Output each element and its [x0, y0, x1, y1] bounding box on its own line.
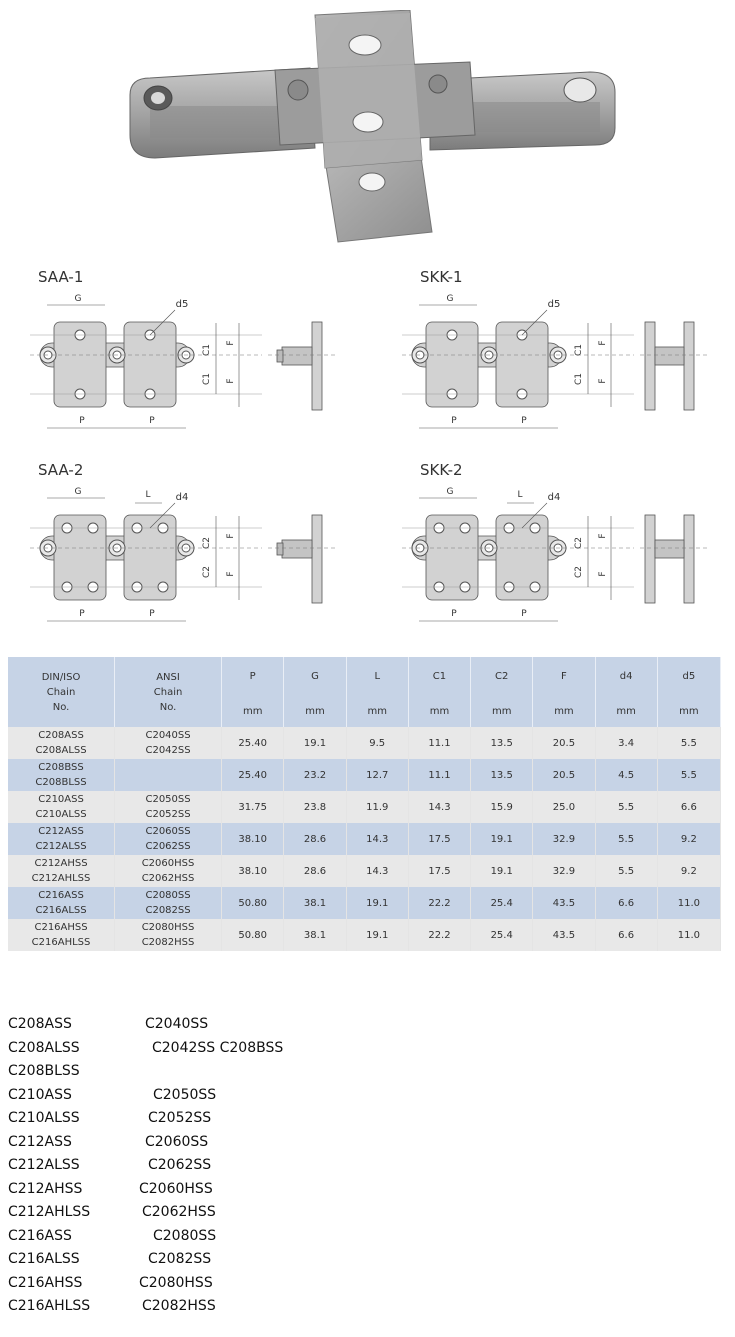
din-iso-number: C210ALSS	[8, 1110, 80, 1126]
din-iso-number: C216AHSS	[8, 1274, 83, 1291]
table-cell: 20.5	[533, 759, 595, 791]
ansi-number: C2040SS	[145, 1016, 209, 1032]
table-cell: C212ASS C212ALSS	[8, 823, 115, 855]
din-iso-number: C208BLSS	[8, 1063, 80, 1079]
table-cell: C208BSS C208BLSS	[8, 759, 115, 791]
column-header: P	[222, 657, 284, 695]
table-cell: 11.1	[408, 759, 470, 791]
dim-p-label: P	[79, 416, 85, 426]
table-cell: C212AHSS C212AHLSS	[8, 855, 115, 887]
table-cell	[115, 759, 222, 791]
dim-c-label: C1	[574, 343, 584, 357]
table-cell: 9.2	[657, 855, 720, 887]
table-row	[8, 855, 721, 887]
table-cell: C2060SS C2062SS	[115, 823, 222, 855]
table-cell: 43.5	[533, 919, 595, 951]
table-cell: 25.40	[222, 759, 284, 791]
column-header: d5	[657, 657, 720, 695]
table-cell: 9.5	[346, 727, 408, 759]
din-iso-number: C216AHLSS	[8, 1298, 91, 1314]
column-header: C2	[471, 657, 533, 695]
table-body	[8, 727, 721, 951]
table-cell: 11.0	[657, 919, 720, 951]
column-header: DIN/ISO Chain No.	[8, 657, 115, 727]
table-cell: 14.3	[346, 823, 408, 855]
ansi-number: C2042SS C208BSS	[152, 1039, 284, 1056]
dim-c-label: C2	[574, 565, 584, 579]
hole-label: d4	[175, 492, 189, 503]
table-cell: 5.5	[595, 855, 657, 887]
table-cell: 22.2	[408, 887, 470, 919]
ansi-number: C2082HSS	[142, 1298, 216, 1314]
ansi-number: C2050SS	[153, 1086, 217, 1103]
table-row	[8, 887, 721, 919]
hole-label: d5	[175, 299, 189, 310]
column-unit: mm	[222, 695, 284, 727]
ansi-number: C2052SS	[148, 1110, 212, 1126]
technical-drawings	[0, 280, 735, 640]
table-cell: 38.10	[222, 823, 284, 855]
table-cell: 25.4	[471, 919, 533, 951]
dim-f-label: F	[226, 571, 236, 577]
dim-c-label: C2	[574, 536, 584, 550]
table-cell: 50.80	[222, 887, 284, 919]
table-cell: C2080SS C2082SS	[115, 887, 222, 919]
side-view-plate	[684, 322, 694, 410]
drawing-title: SKK-1	[420, 268, 463, 286]
table-cell: 11.9	[346, 791, 408, 823]
table-cell: C2040SS C2042SS	[115, 727, 222, 759]
table-header	[8, 657, 721, 727]
dim-c-label: C1	[574, 372, 584, 386]
column-header: G	[284, 657, 346, 695]
din-iso-number: C208ALSS	[8, 1039, 80, 1056]
table-cell: 6.6	[657, 791, 720, 823]
column-header: d4	[595, 657, 657, 695]
table-cell: 28.6	[284, 823, 346, 855]
table-cell: C210ASS C210ALSS	[8, 791, 115, 823]
ansi-number: C2082SS	[148, 1251, 212, 1267]
table-cell: 38.1	[284, 919, 346, 951]
column-header: C1	[408, 657, 470, 695]
dim-g-label: G	[446, 294, 454, 304]
side-view-plate	[312, 515, 322, 603]
table-cell: 32.9	[533, 823, 595, 855]
ansi-number: C2080HSS	[139, 1274, 213, 1291]
table-cell: 25.0	[533, 791, 595, 823]
din-iso-number: C212ASS	[8, 1133, 72, 1150]
din-iso-number: C208ASS	[8, 1016, 72, 1032]
table-cell: 19.1	[346, 919, 408, 951]
table-cell: 31.75	[222, 791, 284, 823]
table-cell: 50.80	[222, 919, 284, 951]
table-cell: 14.3	[408, 791, 470, 823]
table-cell: C208ASS C208ALSS	[8, 727, 115, 759]
hole-label: d4	[547, 492, 561, 503]
table-cell: 19.1	[471, 855, 533, 887]
table-cell: 5.5	[657, 759, 720, 791]
table-cell: C216AHSS C216AHLSS	[8, 919, 115, 951]
table-cell: 5.5	[595, 791, 657, 823]
ansi-number: C2060HSS	[139, 1180, 213, 1197]
din-iso-number: C212AHSS	[8, 1180, 83, 1197]
dim-f-label: F	[226, 378, 236, 384]
column-unit: mm	[533, 695, 595, 727]
drawing-panel	[30, 294, 335, 428]
dim-p-label: P	[149, 416, 155, 426]
dim-f-label: F	[598, 340, 608, 346]
table-cell: 6.6	[595, 887, 657, 919]
table-cell: C2050SS C2052SS	[115, 791, 222, 823]
dim-l-label: L	[517, 490, 523, 500]
hole-label: d5	[547, 299, 561, 310]
dim-g-label: G	[74, 294, 82, 304]
table-cell: 38.1	[284, 887, 346, 919]
table-row	[8, 919, 721, 951]
din-iso-number: C210ASS	[8, 1086, 72, 1103]
table-cell: 23.2	[284, 759, 346, 791]
table-cell: 19.1	[346, 887, 408, 919]
dim-p-label: P	[521, 609, 527, 619]
table-cell: 22.2	[408, 919, 470, 951]
dim-c-label: C2	[202, 565, 212, 579]
dim-p-label: P	[521, 416, 527, 426]
ansi-number: C2080SS	[153, 1227, 217, 1244]
column-unit: mm	[408, 695, 470, 727]
table-cell: 43.5	[533, 887, 595, 919]
drawing-panel	[30, 487, 335, 621]
table-cell: 38.10	[222, 855, 284, 887]
table-cell: C2060HSS C2062HSS	[115, 855, 222, 887]
table-cell: 25.40	[222, 727, 284, 759]
table-row	[8, 823, 721, 855]
table-cell: 12.7	[346, 759, 408, 791]
dim-f-label: F	[598, 571, 608, 577]
table-cell: 19.1	[284, 727, 346, 759]
table-cell: 28.6	[284, 855, 346, 887]
dim-f-label: F	[598, 533, 608, 539]
drawing-title: SKK-2	[420, 461, 463, 479]
table-cell: C216ASS C216ALSS	[8, 887, 115, 919]
spec-table	[8, 657, 721, 951]
column-header: F	[533, 657, 595, 695]
drawing-panel	[402, 294, 707, 428]
table-cell: 25.4	[471, 887, 533, 919]
table-cell: 32.9	[533, 855, 595, 887]
table-cell: 11.1	[408, 727, 470, 759]
dim-f-label: F	[226, 533, 236, 539]
table-cell: 14.3	[346, 855, 408, 887]
ansi-number: C2062SS	[148, 1157, 212, 1173]
dim-p-label: P	[451, 609, 457, 619]
table-row	[8, 791, 721, 823]
dim-l-label: L	[145, 490, 151, 500]
drawing-title: SAA-2	[38, 461, 84, 479]
din-iso-number: C212AHLSS	[8, 1204, 91, 1220]
column-header: ANSI Chain No.	[115, 657, 222, 727]
table-cell: 11.0	[657, 887, 720, 919]
table-row	[8, 727, 721, 759]
column-unit: mm	[657, 695, 720, 727]
dim-c-label: C1	[202, 343, 212, 357]
ansi-number: C2060SS	[145, 1133, 209, 1150]
side-view-plate	[312, 322, 322, 410]
dim-f-label: F	[598, 378, 608, 384]
dim-g-label: G	[446, 487, 454, 497]
din-iso-number: C212ALSS	[8, 1157, 80, 1173]
table-cell: 20.5	[533, 727, 595, 759]
din-iso-number: C216ALSS	[8, 1251, 80, 1267]
table-cell: 19.1	[471, 823, 533, 855]
table-cell: 3.4	[595, 727, 657, 759]
table-cell: 9.2	[657, 823, 720, 855]
table-cell: 13.5	[471, 759, 533, 791]
column-unit: mm	[346, 695, 408, 727]
table-cell: 23.8	[284, 791, 346, 823]
dim-c-label: C1	[202, 372, 212, 386]
table-cell: 4.5	[595, 759, 657, 791]
dim-c-label: C2	[202, 536, 212, 550]
drawing-title: SAA-1	[38, 268, 84, 286]
dim-p-label: P	[149, 609, 155, 619]
column-unit: mm	[471, 695, 533, 727]
dim-g-label: G	[74, 487, 82, 497]
table-cell: 6.6	[595, 919, 657, 951]
chain-photo	[110, 10, 630, 250]
table-cell: 15.9	[471, 791, 533, 823]
table-cell: 13.5	[471, 727, 533, 759]
side-view-plate	[684, 515, 694, 603]
table-cell: C2080HSS C2082HSS	[115, 919, 222, 951]
drawing-panel	[402, 487, 707, 621]
column-unit: mm	[284, 695, 346, 727]
table-row	[8, 759, 721, 791]
table-cell: 5.5	[657, 727, 720, 759]
ansi-number: C2062HSS	[142, 1204, 216, 1220]
dim-p-label: P	[79, 609, 85, 619]
table-cell: 17.5	[408, 823, 470, 855]
table-cell: 17.5	[408, 855, 470, 887]
column-header: L	[346, 657, 408, 695]
dim-f-label: F	[226, 340, 236, 346]
column-unit: mm	[595, 695, 657, 727]
table-cell: 5.5	[595, 823, 657, 855]
dim-p-label: P	[451, 416, 457, 426]
din-iso-number: C216ASS	[8, 1227, 72, 1244]
